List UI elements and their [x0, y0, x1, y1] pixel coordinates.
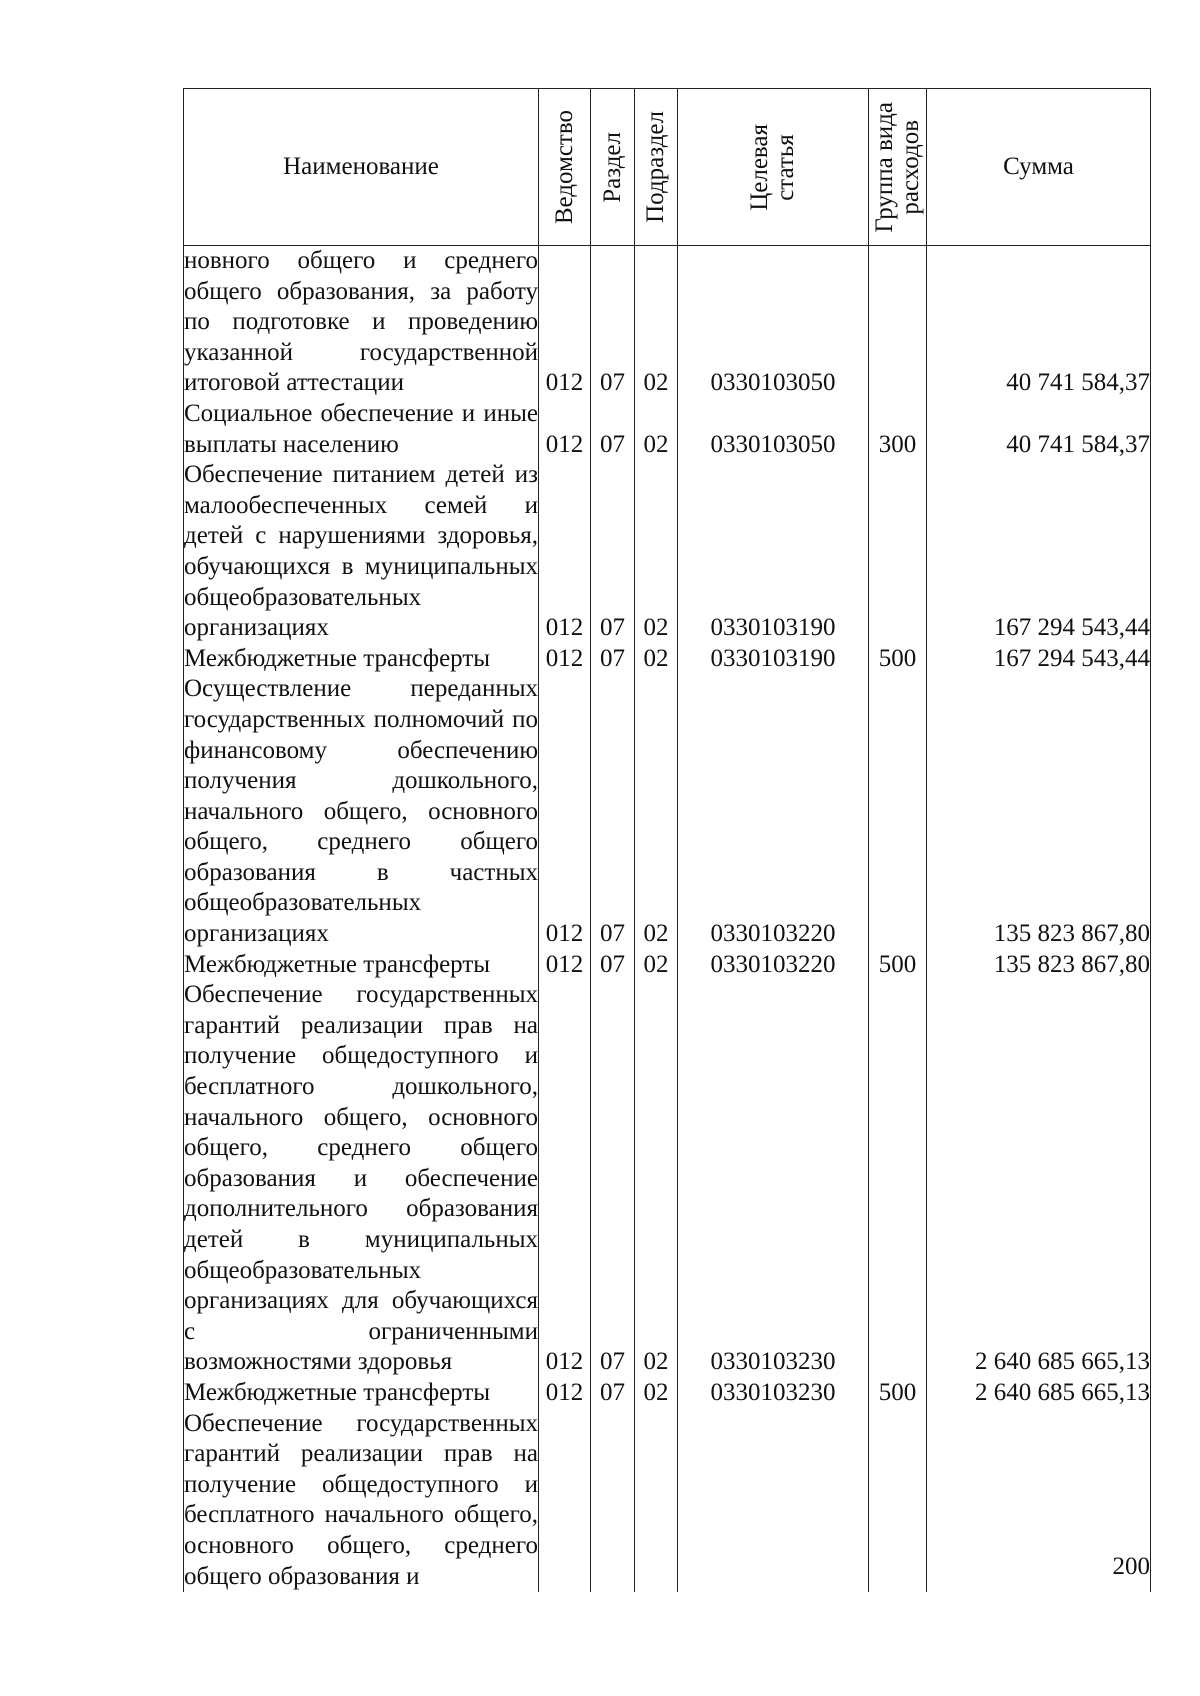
row-target-article: 0330103050 — [678, 246, 869, 399]
row-target-article: 0330103050 — [678, 399, 869, 460]
table-header — [184, 89, 1151, 246]
row-subsection: 02 — [635, 1378, 678, 1409]
row-sum: 40 741 584,37 — [927, 246, 1151, 399]
row-subsection: 02 — [635, 399, 678, 460]
row-expense-group: 500 — [869, 644, 927, 675]
row-target-article: 0330103230 — [678, 1378, 869, 1409]
table-row — [184, 980, 1151, 1378]
row-subsection: 02 — [635, 644, 678, 675]
row-sum: 2 640 685 665,13 — [927, 980, 1151, 1378]
row-sum: 167 294 543,44 — [927, 460, 1151, 644]
row-section: 07 — [591, 460, 635, 644]
row-subsection: 02 — [635, 460, 678, 644]
row-subsection: 02 — [635, 980, 678, 1378]
header-sum: Сумма — [927, 89, 1151, 246]
row-section: 07 — [591, 674, 635, 949]
table-row — [184, 644, 1151, 675]
row-department: 012 — [539, 1378, 591, 1409]
row-department: 012 — [539, 644, 591, 675]
header-expense-group-cell — [869, 89, 927, 246]
row-target-article: 0330103190 — [678, 460, 869, 644]
page-number: 200 — [1112, 1553, 1150, 1580]
table-row — [184, 399, 1151, 460]
row-section: 07 — [591, 246, 635, 399]
row-sum: 135 823 867,80 — [927, 674, 1151, 949]
table-row — [184, 460, 1151, 644]
row-subsection: 02 — [635, 950, 678, 981]
table-body — [184, 246, 1151, 1593]
row-expense-group: 500 — [869, 950, 927, 981]
row-department: 012 — [539, 950, 591, 981]
header-expense-group: Группа вида расходов — [870, 101, 924, 233]
header-subsection: Подраздел — [642, 111, 669, 223]
row-sum: 40 741 584,37 — [927, 399, 1151, 460]
header-subsection-cell — [635, 89, 678, 246]
row-expense-group: 300 — [869, 399, 927, 460]
row-section: 07 — [591, 399, 635, 460]
row-sum: 167 294 543,44 — [927, 644, 1151, 675]
row-sum: 135 823 867,80 — [927, 950, 1151, 981]
row-name: Обеспечение питанием детей из малообеспеченных семей и детей с нарушениями здоровья, обучающихся в муниципальных общеобразовательных организациях — [184, 460, 539, 644]
row-name: новного общего и среднего общего образования, за работу по подготовке и проведению указанной государственной итоговой аттестации — [184, 246, 539, 399]
row-department: 012 — [539, 460, 591, 644]
row-department — [539, 1409, 591, 1593]
row-section: 07 — [591, 950, 635, 981]
row-department: 012 — [539, 246, 591, 399]
row-expense-group — [869, 246, 927, 399]
row-expense-group — [869, 1409, 927, 1593]
row-target-article: 0330103220 — [678, 674, 869, 949]
row-expense-group — [869, 460, 927, 644]
row-department: 012 — [539, 980, 591, 1378]
row-expense-group — [869, 674, 927, 949]
header-section: Раздел — [598, 131, 626, 203]
row-name: Осуществление переданных государственных полномочий по финансовому обеспечению получения дошкольного, начального общего, основного общего, среднего общего образования в частных общеобразовательных организациях — [184, 674, 539, 949]
row-section: 07 — [591, 980, 635, 1378]
row-subsection — [635, 1409, 678, 1593]
row-target-article: 0330103220 — [678, 950, 869, 981]
row-section — [591, 1409, 635, 1593]
header-department-cell — [539, 89, 591, 246]
row-target-article: 0330103230 — [678, 980, 869, 1378]
header-row — [184, 89, 1151, 246]
row-name: Обеспечение государственных гарантий реализации прав на получение общедоступного и бесплатного дошкольного, начального общего, основного общего, среднего общего образования и обеспечение дополнительного образования детей в муниципальных общеобразовательных организациях для обучающихся с ограниченными возможностями здоровья — [184, 980, 539, 1378]
row-name: Социальное обеспечение и иные выплаты населению — [184, 399, 539, 460]
header-target-article: Целевая статья — [746, 123, 799, 211]
row-expense-group — [869, 980, 927, 1378]
table-row — [184, 674, 1151, 949]
row-target-article: 0330103190 — [678, 644, 869, 675]
row-name: Межбюджетные трансферты — [184, 1378, 539, 1409]
row-name: Обеспечение государственных гарантий реализации прав на получение общедоступного и бесплатного начального общего, основного общего, среднего общего образования и — [184, 1409, 539, 1593]
budget-table — [183, 88, 1151, 1592]
header-target-article-cell — [678, 89, 869, 246]
row-section: 07 — [591, 644, 635, 675]
table-row — [184, 1409, 1151, 1593]
row-name: Межбюджетные трансферты — [184, 950, 539, 981]
header-department: Ведомство — [550, 109, 578, 225]
row-expense-group: 500 — [869, 1378, 927, 1409]
row-subsection: 02 — [635, 246, 678, 399]
table-row — [184, 950, 1151, 981]
row-sum: 2 640 685 665,13 — [927, 1378, 1151, 1409]
table-row — [184, 246, 1151, 399]
row-section: 07 — [591, 1378, 635, 1409]
row-subsection: 02 — [635, 674, 678, 949]
header-section-cell — [591, 89, 635, 246]
row-name: Межбюджетные трансферты — [184, 644, 539, 675]
header-name: Наименование — [184, 89, 539, 246]
table-row — [184, 1378, 1151, 1409]
row-department: 012 — [539, 674, 591, 949]
row-target-article — [678, 1409, 869, 1593]
row-department: 012 — [539, 399, 591, 460]
